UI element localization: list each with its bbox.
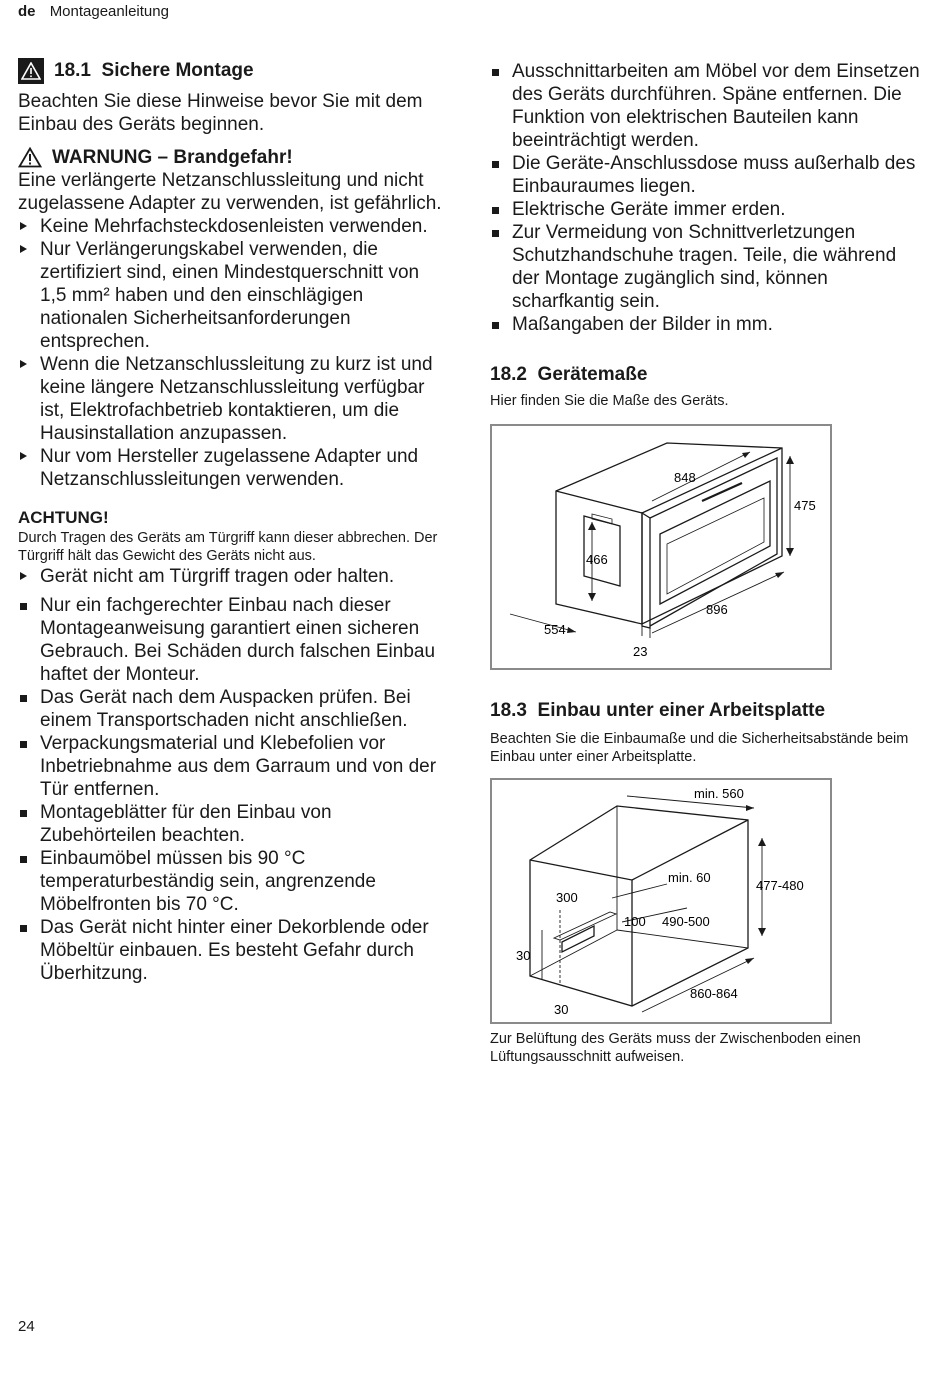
section-18-2-intro: Hier finden Sie die Maße des Geräts. [490,393,729,409]
section-18-1-heading [18,58,448,84]
section-18-3-intro: Beachten Sie die Einbaumaße und die Sicherheitsabstände beim Einbau unter einer Arbeitsplatte. [490,731,909,765]
ventilation-note: Zur Belüftung des Geräts muss der Zwischenboden einen Lüftungsausschnitt aufweisen. [490,1031,861,1065]
dim-cutout-width: 100 [624,914,646,929]
dim-inner-width: 490-500 [662,914,710,929]
dim-width: 860-864 [690,986,738,1001]
list-item: Ausschnittarbeiten am Möbel vor dem Einsetzen des Geräts durchführen. Späne entfernen. Die Funktion von elektrischen Bauteilen kann beeinträchtigt werden. [490,60,920,152]
safety-bullets-right [490,60,920,336]
dim-min-depth: min. 560 [694,786,744,801]
list-item: Elektrische Geräte immer erden. [490,198,920,221]
dim-height: 475 [794,498,816,513]
installation-dimensions-figure [490,778,832,1024]
list-item: Nur Verlängerungskabel verwenden, die zertifiziert sind, einen Mindestquerschnitt von 1,5 mm² haben und den einschlägigen nationalen Sicherheitsanforderungen entsprechen. [18,238,448,353]
section-18-2-heading: 18.2 Gerätemaße [490,364,648,385]
warning-heading [18,146,448,169]
list-item: Montageblätter für den Einbau von Zubehörteilen beachten. [18,801,448,847]
list-item: Wenn die Netzanschlussleitung zu kurz ist und keine längere Netzanschlussleitung verfügbar ist, Elektrofachbetrieb kontaktieren, um die Hausinstallation anzupassen. [18,353,448,445]
dim-width: 848 [674,470,696,485]
list-item: Das Gerät nicht hinter einer Dekorblende oder Möbeltür einbauen. Es besteht Gefahr durch Überhitzung. [18,916,448,985]
safety-bullets-left [18,594,448,985]
dim-edge-bottom: 30 [554,1002,569,1017]
dim-front-width: 896 [706,602,728,617]
warning-box-icon [18,58,44,84]
dim-cutout-depth: 300 [556,890,578,905]
list-item: Nur vom Hersteller zugelassene Adapter und Netzanschlussleitungen verwenden. [18,445,448,491]
caution-title: ACHTUNG! [18,508,109,527]
dim-inner-height: 466 [586,552,608,567]
warning-triangle-icon [18,147,42,168]
document-title: Montageanleitung [49,3,169,20]
appliance-dimensions-figure [490,424,832,670]
section-intro: Beachten Sie diese Hinweise bevor Sie mit dem Einbau des Geräts beginnen. [18,91,423,135]
language-code: de [18,3,36,20]
caution-text: Durch Tragen des Geräts am Türgriff kann dieser abbrechen. Der Türgriff hält das Gewicht des Geräts nicht aus. [18,530,438,564]
list-item: Gerät nicht am Türgriff tragen oder halten. [18,565,448,588]
section-title: Sichere Montage [101,60,254,81]
section-18-3-heading: 18.3 Einbau unter einer Arbeitsplatte [490,700,826,721]
dim-height: 477-480 [756,878,804,893]
list-item: Keine Mehrfachsteckdosenleisten verwenden. [18,215,448,238]
list-item: Nur ein fachgerechter Einbau nach dieser Montageanweisung garantiert einen sicheren Gebrauch. Bei Schäden durch falschen Einbau haftet der Monteur. [18,594,448,686]
dim-edge-left: 30 [516,948,531,963]
warning-title: WARNUNG – Brandgefahr! [52,147,293,168]
list-item: Maßangaben der Bilder in mm. [490,313,920,336]
section-number: 18.1 [54,60,91,81]
list-item: Das Gerät nach dem Auspacken prüfen. Bei einem Transportschaden nicht anschließen. [18,686,448,732]
caution-steps [18,565,448,588]
dim-offset: 23 [633,644,648,659]
page-number: 24 [18,1318,35,1335]
page-header [18,3,169,20]
list-item: Zur Vermeidung von Schnittverletzungen Schutzhandschuhe tragen. Teile, die während der Montage zugänglich sind, können scharfkantig sein. [490,221,920,313]
list-item: Verpackungsmaterial und Klebefolien vor Inbetriebnahme aus dem Garraum und von der Tür entfernen. [18,732,448,801]
list-item: Die Geräte-Anschlussdose muss außerhalb des Einbauraumes liegen. [490,152,920,198]
warning-text: Eine verlängerte Netzanschlussleitung und nicht zugelassene Adapter zu verwenden, ist gefährlich. [18,170,442,214]
list-item: Einbaumöbel müssen bis 90 °C temperaturbeständig sein, angrenzende Möbelfronten bis 70 °C. [18,847,448,916]
dim-depth: 554 [544,622,566,637]
left-column [18,58,448,985]
dim-min-gap: min. 60 [668,870,711,885]
warning-steps [18,215,448,491]
right-column [490,58,920,1066]
